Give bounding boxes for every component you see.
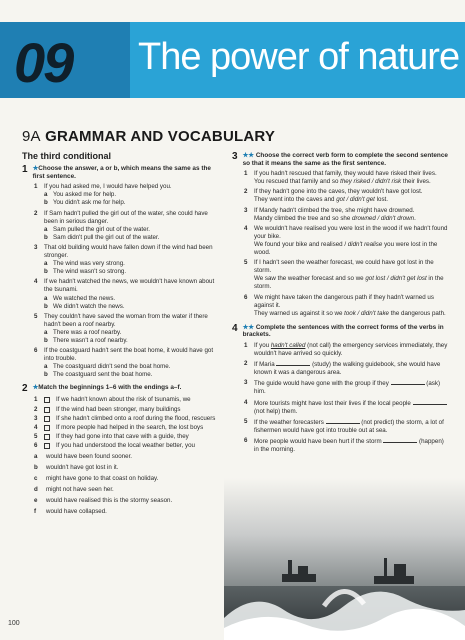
beginning-number: 1 [34, 396, 38, 404]
answer-blank[interactable] [391, 379, 425, 385]
question-number: 1 [244, 170, 248, 178]
beginning-text: If the wind had been stronger, many buildings [56, 405, 181, 413]
question-row [244, 207, 450, 215]
option-letter: a [44, 191, 48, 199]
answer-option [44, 260, 222, 268]
question-text: They couldn't have saved the woman from the water if there hadn't been a roof nearby. [44, 312, 208, 328]
question-text: If you hadn't rescued that family, they would have risked their lives. [254, 170, 437, 178]
verb-choice: got / didn't get [336, 196, 375, 204]
option-text: The coastguard sent the boat home. [53, 371, 153, 379]
gap-fill-row [244, 418, 450, 435]
option-letter: a [44, 363, 48, 371]
match-beginning [34, 406, 222, 414]
second-sentence [254, 241, 450, 257]
section-code: 9A [22, 128, 41, 145]
exercise-instruction: Choose the answer, a or b, which means the same as the first sentence. [32, 165, 211, 180]
option-text: There was a roof nearby. [53, 328, 122, 336]
question-row [244, 188, 450, 196]
section-title [22, 128, 275, 145]
exercise-instruction: Match the beginnings 1–6 with the endings a–f. [38, 384, 182, 392]
sentence-end: (study) the walking guidebook, she would have known it was a dangerous area. [254, 361, 441, 377]
gap-fill-row [244, 437, 450, 454]
option-letter: a [44, 260, 48, 268]
question-row [34, 313, 222, 329]
beginning-text: If more people had helped in the search, the lost boys [56, 423, 204, 431]
gap-fill-text [254, 379, 450, 396]
sentence-start: You rescued that family and so [254, 178, 341, 186]
answer-option [44, 234, 222, 242]
option-text: We watched the news. [53, 294, 116, 302]
beginning-number: 2 [34, 405, 38, 413]
question-row [244, 294, 450, 310]
beginning-text: If you had understood the local weather better, you [56, 441, 195, 449]
exercise-3-heading [232, 152, 450, 167]
ending-text: would have collapsed. [46, 508, 107, 516]
question-row [244, 170, 450, 178]
question-text: If the coastguard hadn't sent the boat home, it would have got into trouble. [44, 347, 214, 363]
question-number: 6 [244, 293, 248, 301]
ending-letter: f [34, 508, 37, 516]
question-number: 4 [244, 224, 248, 232]
example-answer: hadn't called [270, 341, 306, 349]
question-number: 2 [34, 209, 38, 217]
exercise-number: 4 [232, 322, 238, 334]
answer-checkbox[interactable] [44, 416, 50, 422]
second-sentence [254, 196, 450, 204]
answer-option [44, 226, 222, 234]
question-text: If they hadn't gone into the caves, they wouldn't have got lost. [254, 188, 423, 196]
sentence-end: (not help) them. [254, 407, 298, 415]
ending-text: wouldn't have got lost in it. [46, 464, 119, 472]
question-number: 6 [244, 436, 248, 444]
second-sentence [254, 275, 450, 291]
sentence-start: Mandy climbed the tree and so she [254, 214, 353, 222]
gap-fill-row [244, 360, 450, 377]
storm-sea-ship-photo [224, 478, 465, 640]
beginning-text: If we hadn't known about the risk of tsunamis, we [56, 396, 191, 404]
sentence-end: . [414, 214, 416, 222]
option-text: The wind wasn't so strong. [53, 268, 127, 276]
sentence-start: If you [254, 341, 271, 349]
option-text: Sam didn't pull the girl out of the water. [53, 233, 160, 241]
grammar-subheading: The third conditional [22, 151, 111, 161]
match-beginning [34, 415, 222, 423]
question-number: 5 [244, 417, 248, 425]
ending-letter: d [34, 486, 38, 494]
question-number: 3 [244, 379, 248, 387]
answer-checkbox[interactable] [44, 407, 50, 413]
match-beginning [34, 442, 222, 450]
option-text: You didn't ask me for help. [53, 199, 126, 207]
question-row [244, 259, 450, 275]
option-text: Sam pulled the girl out of the water. [53, 225, 150, 233]
match-beginning [34, 433, 222, 441]
question-text: If Sam hadn't pulled the girl out of the water, she could have been in serious danger. [44, 209, 208, 225]
question-number: 2 [244, 188, 248, 196]
beginning-number: 3 [34, 414, 38, 422]
option-text: We didn't watch the news. [53, 302, 125, 310]
option-text: The wind was very strong. [53, 260, 125, 268]
exercise-number: 1 [22, 164, 28, 176]
answer-option [44, 371, 222, 379]
answer-checkbox[interactable] [44, 397, 50, 403]
left-column [22, 152, 222, 517]
exercise-4-items [232, 342, 450, 454]
option-text: The coastguard didn't send the boat home. [53, 363, 171, 371]
question-row [34, 183, 222, 191]
answer-blank[interactable] [383, 437, 417, 443]
match-ending [34, 475, 222, 483]
question-number: 1 [244, 341, 248, 349]
answer-option [44, 191, 222, 199]
question-text: If Mandy hadn't climbed the tree, she might have drowned. [254, 206, 415, 214]
question-number: 4 [244, 398, 248, 406]
difficulty-stars: ★★ [242, 152, 255, 159]
page-number: 100 [8, 620, 20, 627]
option-letter: b [44, 199, 48, 207]
answer-option [44, 329, 222, 337]
sentence-end: lost. [374, 196, 388, 204]
ending-text: would have realised this is the stormy season. [46, 497, 173, 505]
section-name: GRAMMAR AND VOCABULARY [45, 128, 276, 145]
verb-choice: took / didn't take [344, 309, 389, 317]
sentence-end: you were lost in the wood. [254, 240, 438, 257]
answer-checkbox[interactable] [44, 443, 50, 449]
sentence-end: (happen) in the morning. [254, 437, 444, 453]
match-beginning [34, 396, 222, 404]
question-number: 5 [244, 259, 248, 267]
sentence-start: If the weather forecasters [254, 418, 326, 426]
exercise-instruction: Choose the correct verb form to complete the second sentence so that it means the same as the first sentence. [242, 152, 448, 167]
ending-text: would have been found sooner. [46, 453, 133, 460]
gap-fill-text [254, 360, 450, 377]
question-number: 1 [34, 183, 38, 191]
answer-blank[interactable] [413, 399, 447, 405]
answer-option [44, 268, 222, 276]
sentence-start: They went into the caves and [254, 196, 337, 204]
sentence-start: More tourists might have lost their lives if the local people [254, 399, 413, 407]
gap-fill-row [244, 399, 450, 416]
answer-checkbox[interactable] [44, 434, 50, 440]
question-text: We wouldn't have realised you were lost in the wood if we hadn't found your bike. [254, 224, 448, 240]
question-text: That old building would have fallen down if the wind had been stronger. [44, 243, 213, 260]
sentence-start: The guide would have gone with the group if they [254, 380, 391, 388]
difficulty-stars: ★ [32, 165, 39, 173]
exercise-1-items [22, 183, 222, 379]
exercise-instruction: Complete the sentences with the correct forms of the verbs in brackets. [242, 323, 444, 339]
question-number: 2 [244, 360, 248, 368]
sentence-end: their lives. [401, 178, 431, 186]
sentence-end: (not call) the emergency services immediately, they wouldn't have arrived so quickly. [254, 341, 448, 358]
ending-letter: e [34, 497, 38, 505]
question-row [34, 244, 222, 260]
question-row [34, 210, 222, 226]
option-text: There wasn't a roof nearby. [53, 336, 128, 344]
question-text: If you had asked me, I would have helped you. [44, 183, 172, 191]
answer-checkbox[interactable] [44, 425, 50, 431]
match-ending [34, 453, 222, 461]
ending-letter: c [34, 475, 38, 483]
answer-blank[interactable] [326, 418, 360, 424]
ending-text: might have gone to that coast on holiday. [46, 475, 159, 483]
gap-fill-text [254, 418, 450, 435]
question-number: 3 [34, 243, 38, 251]
option-text: You asked me for help. [53, 191, 117, 199]
unit-header-band [0, 22, 465, 98]
right-column [232, 152, 450, 454]
verb-choice: drowned / didn't drown [352, 214, 415, 222]
unit-title: The power of nature [138, 36, 460, 78]
gap-fill-row [244, 342, 450, 358]
match-ending [34, 508, 222, 516]
option-letter: a [44, 294, 48, 302]
sentence-end: the dangerous path. [388, 309, 446, 317]
exercise-number: 2 [22, 383, 28, 395]
sentence-end: (ask) him. [254, 380, 441, 396]
verb-choice: didn't realise [347, 240, 383, 248]
exercise-4-heading [232, 324, 450, 339]
option-letter: b [44, 336, 48, 344]
question-text: We might have taken the dangerous path if they hadn't warned us against it. [254, 293, 434, 309]
answer-option [44, 295, 222, 303]
sentence-start: More people would have been hurt if the storm [254, 437, 384, 445]
option-letter: a [44, 328, 48, 336]
answer-option [44, 303, 222, 311]
option-letter: b [44, 302, 48, 310]
exercise-2-endings [22, 453, 222, 517]
beginning-number: 5 [34, 432, 38, 440]
beginning-text: If she hadn't climbed onto a roof during the flood, rescuers [56, 414, 216, 422]
ending-text: might not have seen her. [46, 486, 114, 494]
difficulty-stars: ★★ [242, 323, 255, 331]
answer-blank[interactable] [276, 360, 310, 366]
question-number: 6 [34, 347, 38, 355]
sentence-end: in the storm. [254, 275, 444, 291]
gap-fill-text [254, 399, 450, 416]
question-row [34, 347, 222, 363]
difficulty-stars: ★ [32, 384, 39, 392]
ending-letter: a [34, 453, 38, 460]
answer-option [44, 199, 222, 207]
exercise-2-beginnings [22, 396, 222, 450]
second-sentence [254, 310, 450, 318]
match-ending [34, 497, 222, 505]
match-ending [34, 464, 222, 472]
gap-fill-row [244, 379, 450, 396]
beginning-text: If they had gone into that cave with a guide, they [56, 432, 189, 440]
question-row [244, 225, 450, 241]
option-letter: a [44, 225, 48, 233]
question-text: If we hadn't watched the news, we wouldn't have known about the tsunami. [44, 278, 215, 294]
question-text: If I hadn't seen the weather forecast, we could have got lost in the storm. [254, 259, 434, 275]
sentence-start: We saw the weather forecast and so we [254, 275, 366, 283]
second-sentence [254, 178, 450, 186]
second-sentence [254, 215, 450, 223]
beginning-number: 6 [34, 441, 38, 449]
question-number: 3 [244, 206, 248, 214]
verb-choice: got lost / didn't get lost [365, 275, 427, 283]
match-ending [34, 486, 222, 494]
sentence-end: (not predict) the storm, a lot of fishermen would have got into trouble out at sea. [254, 418, 444, 434]
option-letter: b [44, 371, 48, 379]
exercise-2-heading [22, 384, 222, 393]
sentence-start: We found your bike and realised / [254, 240, 348, 248]
exercise-3-items [232, 170, 450, 318]
exercise-number: 3 [232, 151, 238, 162]
answer-option [44, 337, 222, 345]
question-row [34, 278, 222, 294]
match-beginning [34, 424, 222, 432]
exercise-1-heading [22, 165, 222, 180]
gap-fill-text [254, 342, 450, 358]
answer-option [44, 363, 222, 371]
ending-letter: b [34, 464, 38, 472]
question-number: 4 [34, 278, 38, 286]
unit-number: 09 [14, 31, 73, 94]
gap-fill-text [254, 437, 450, 454]
option-letter: b [44, 268, 48, 276]
option-letter: b [44, 233, 48, 241]
sentence-start: They warned us against it so we [254, 309, 345, 317]
sentence-start: If Maria [254, 361, 277, 369]
question-number: 5 [34, 312, 38, 320]
beginning-number: 4 [34, 423, 38, 431]
verb-choice: they risked / didn't risk [340, 178, 402, 186]
